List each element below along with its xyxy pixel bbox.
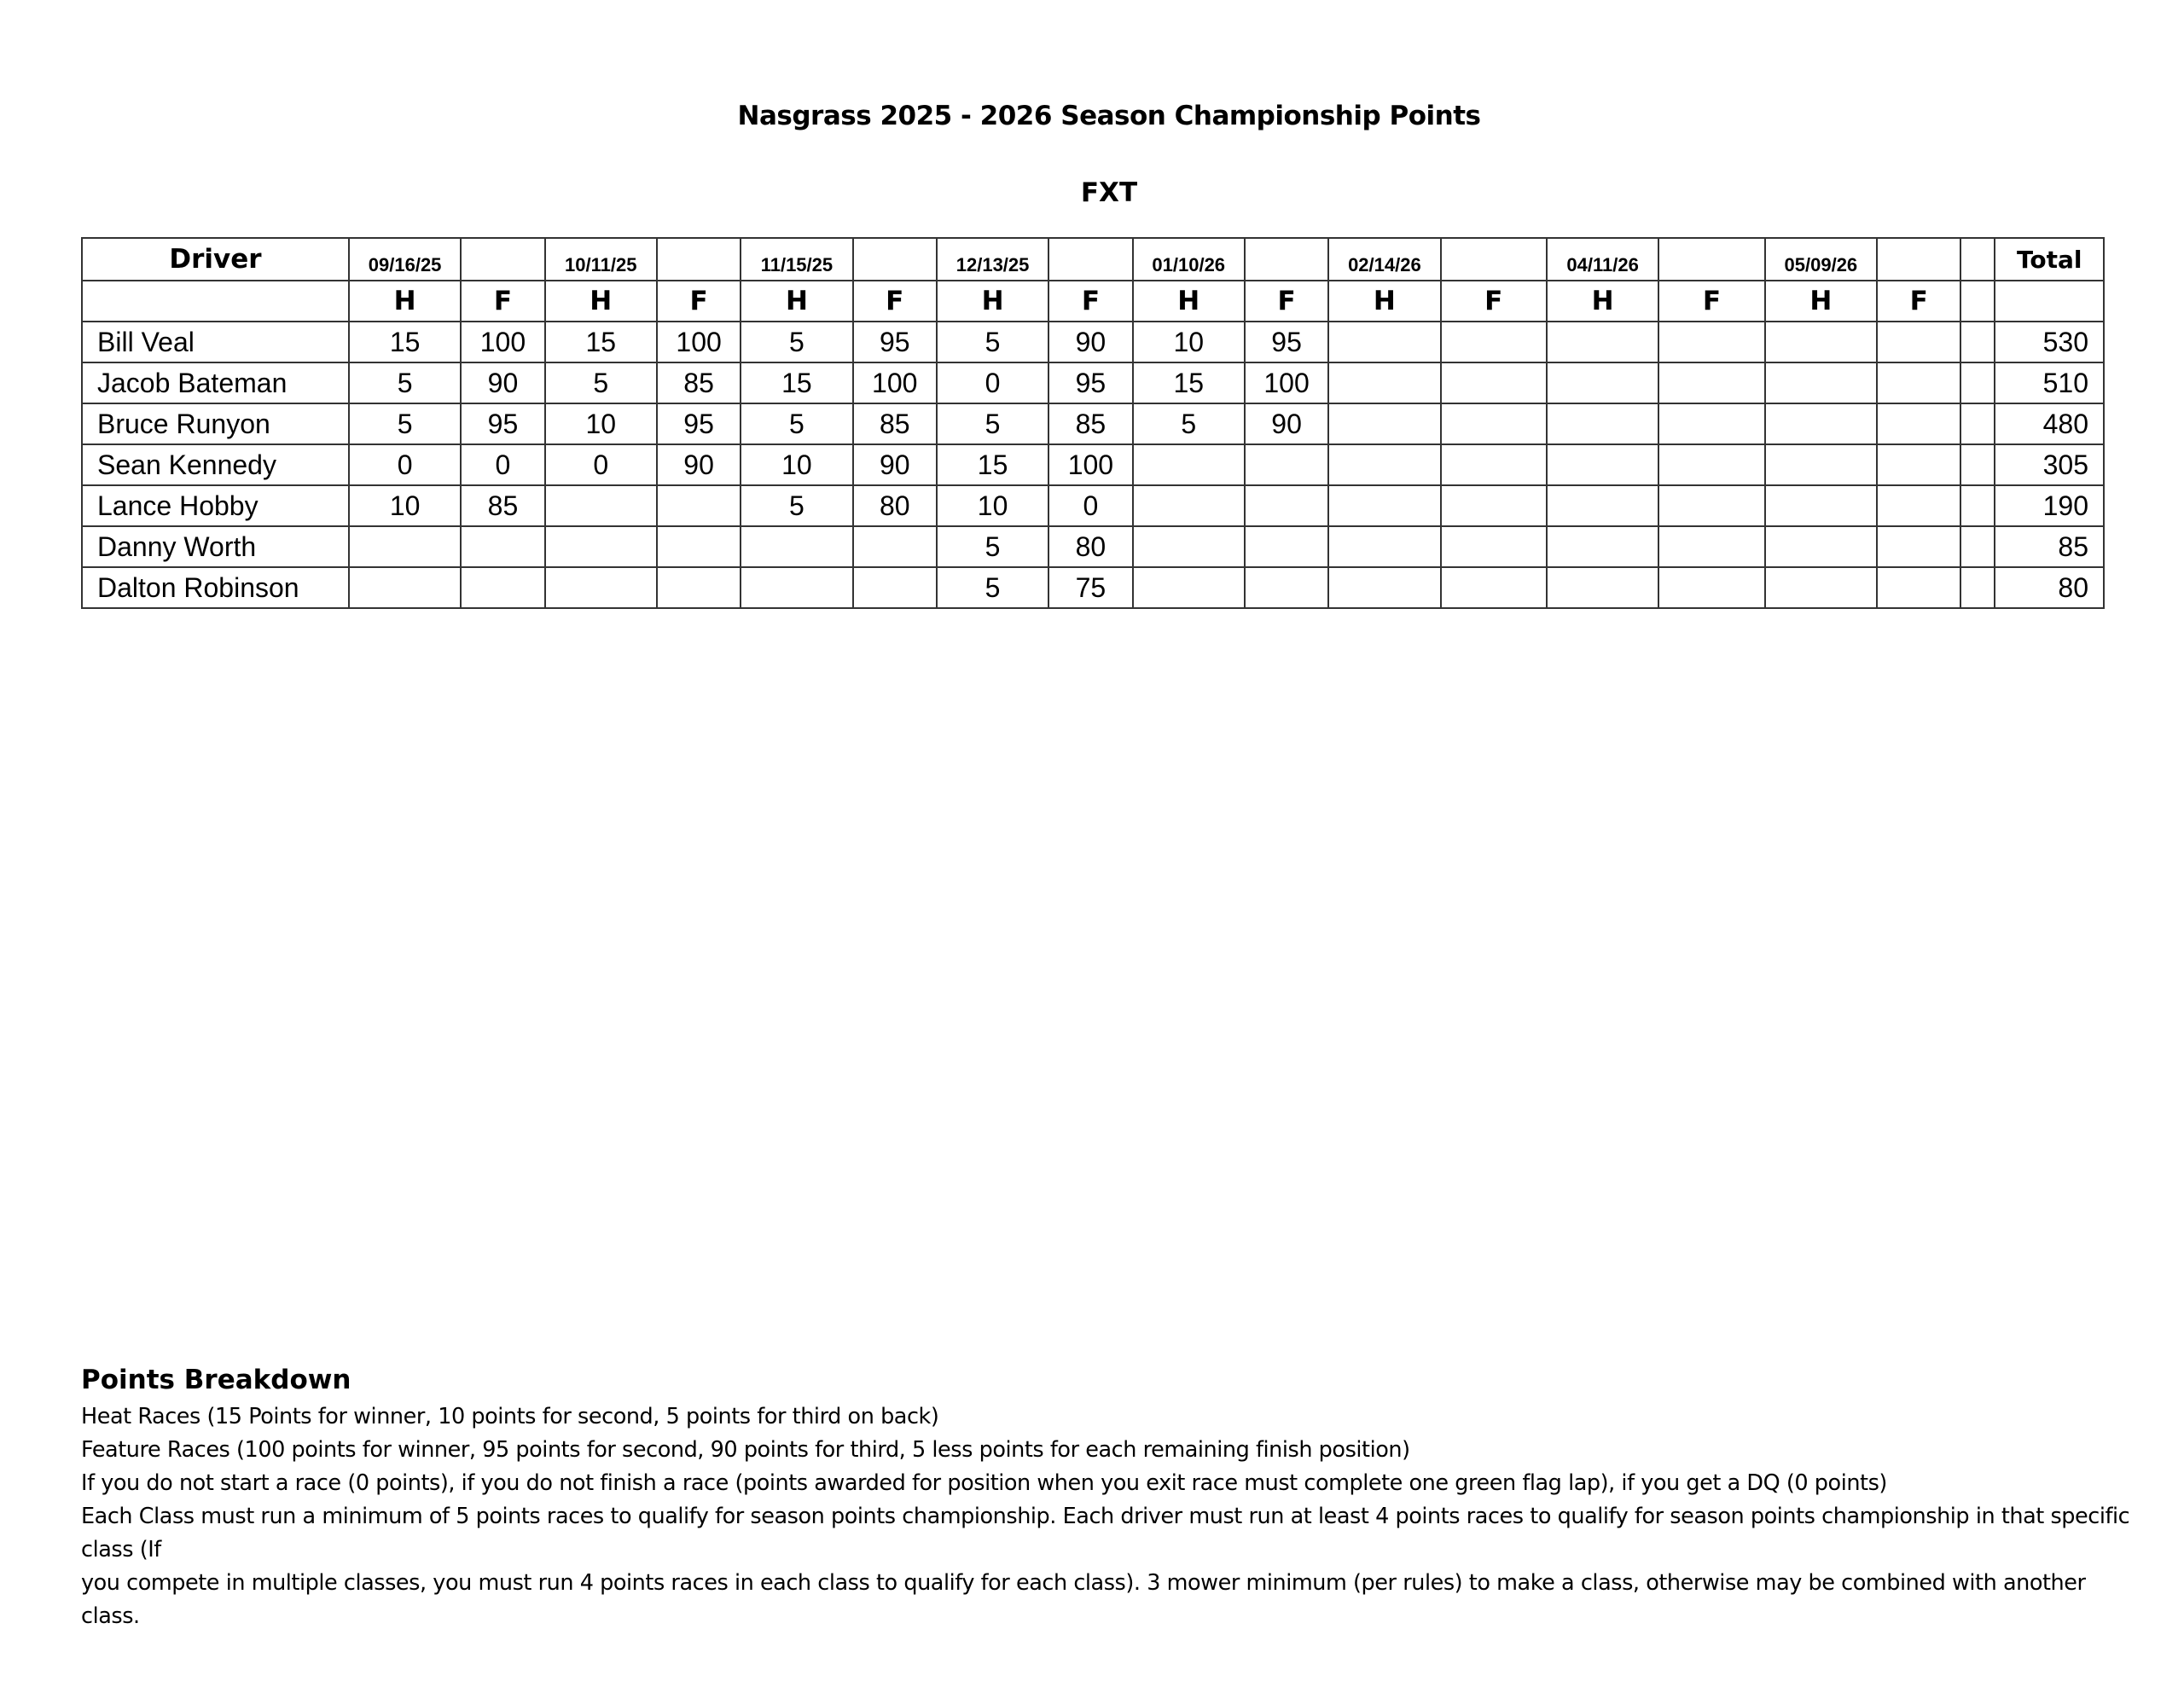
heat-points	[1133, 526, 1245, 567]
heat-points	[1765, 444, 1877, 485]
heat-feature-row	[82, 281, 2104, 322]
points-table	[81, 237, 2105, 609]
heat-points	[1765, 485, 1877, 526]
date-header-row	[82, 238, 2104, 281]
feature-points: 95	[461, 403, 544, 444]
feature-points	[461, 567, 544, 608]
feature-points: 90	[1245, 403, 1328, 444]
heat-points	[1328, 567, 1440, 608]
breakdown-line: Feature Races (100 points for winner, 95 points for second, 90 points for third, 5 less points for each remaining finish position)	[81, 1437, 1410, 1463]
heat-points	[349, 526, 461, 567]
race-date: 10/11/25	[545, 238, 657, 281]
heat-points: 5	[349, 362, 461, 403]
spacer-cell	[1960, 238, 1995, 281]
page-title: Nasgrass 2025 - 2026 Season Championship Points	[737, 101, 1481, 131]
feature-points	[1658, 526, 1764, 567]
total-header: Total	[1995, 238, 2104, 281]
spacer-cell	[1960, 444, 1995, 485]
heat-label: H	[741, 281, 852, 322]
feature-points	[1245, 485, 1328, 526]
driver-name: Jacob Bateman	[82, 362, 349, 403]
race-date: 02/14/26	[1328, 238, 1440, 281]
heat-label: H	[1133, 281, 1245, 322]
feature-label: F	[853, 281, 937, 322]
heat-points	[1547, 567, 1658, 608]
heat-points: 10	[741, 444, 852, 485]
table-row	[82, 362, 2104, 403]
feature-points: 100	[1048, 444, 1132, 485]
heat-points	[1328, 322, 1440, 362]
feature-points: 90	[853, 444, 937, 485]
heat-points: 0	[349, 444, 461, 485]
heat-points	[1547, 526, 1658, 567]
heat-points: 15	[937, 444, 1048, 485]
race-date: 04/11/26	[1547, 238, 1658, 281]
feature-points	[1658, 567, 1764, 608]
heat-points	[741, 526, 852, 567]
race-date: 05/09/26	[1765, 238, 1877, 281]
feature-points	[1658, 485, 1764, 526]
heat-points	[741, 567, 852, 608]
date-spacer	[657, 238, 741, 281]
race-date: 12/13/25	[937, 238, 1048, 281]
feature-points: 95	[1245, 322, 1328, 362]
feature-points	[1441, 526, 1547, 567]
heat-points: 5	[741, 322, 852, 362]
heat-points	[1328, 485, 1440, 526]
feature-points	[1658, 403, 1764, 444]
feature-points: 85	[1048, 403, 1132, 444]
date-spacer	[1245, 238, 1328, 281]
driver-header: Driver	[82, 238, 349, 281]
feature-points	[1658, 444, 1764, 485]
total-points: 530	[1995, 322, 2104, 362]
heat-points	[1765, 322, 1877, 362]
heat-points: 0	[937, 362, 1048, 403]
heat-points: 15	[1133, 362, 1245, 403]
feature-points: 80	[1048, 526, 1132, 567]
feature-points	[853, 567, 937, 608]
heat-label: H	[1765, 281, 1877, 322]
feature-points	[1441, 567, 1547, 608]
class-subtitle: FXT	[1080, 177, 1138, 208]
heat-points: 10	[937, 485, 1048, 526]
points-breakdown	[81, 1365, 2146, 1633]
feature-points: 90	[461, 362, 544, 403]
feature-points	[1441, 362, 1547, 403]
date-spacer	[1048, 238, 1132, 281]
breakdown-lines	[81, 1400, 2146, 1633]
heat-points	[1765, 526, 1877, 567]
feature-points: 100	[853, 362, 937, 403]
feature-label: F	[1441, 281, 1547, 322]
feature-points	[1441, 444, 1547, 485]
heat-points	[1133, 567, 1245, 608]
heat-points: 10	[545, 403, 657, 444]
heat-points: 5	[937, 567, 1048, 608]
heat-points: 5	[741, 403, 852, 444]
heat-label: H	[1328, 281, 1440, 322]
heat-points	[1547, 322, 1658, 362]
feature-points: 95	[1048, 362, 1132, 403]
heat-points	[1765, 403, 1877, 444]
heat-label: H	[349, 281, 461, 322]
total-points: 510	[1995, 362, 2104, 403]
heat-points	[1547, 485, 1658, 526]
feature-points	[1877, 526, 1960, 567]
breakdown-title: Points Breakdown	[81, 1365, 351, 1395]
table-row	[82, 322, 2104, 362]
table-row	[82, 567, 2104, 608]
spacer-cell	[1960, 567, 1995, 608]
breakdown-line: you compete in multiple classes, you must run 4 points races in each class to qualify for each class). 3 mower minimum (per rules) to make a class, otherwise may be combined with another class.	[81, 1570, 2086, 1629]
feature-label: F	[461, 281, 544, 322]
heat-points: 5	[937, 322, 1048, 362]
feature-points	[1245, 444, 1328, 485]
race-date: 01/10/26	[1133, 238, 1245, 281]
driver-name: Danny Worth	[82, 526, 349, 567]
date-spacer	[853, 238, 937, 281]
feature-points	[1658, 362, 1764, 403]
total-points: 305	[1995, 444, 2104, 485]
feature-label: F	[1048, 281, 1132, 322]
date-spacer	[461, 238, 544, 281]
heat-points	[545, 485, 657, 526]
driver-name: Dalton Robinson	[82, 567, 349, 608]
heat-points	[1328, 362, 1440, 403]
feature-points: 95	[853, 322, 937, 362]
feature-points: 100	[461, 322, 544, 362]
table-row	[82, 403, 2104, 444]
total-points: 480	[1995, 403, 2104, 444]
feature-points	[1658, 322, 1764, 362]
total-points: 85	[1995, 526, 2104, 567]
heat-points: 15	[741, 362, 852, 403]
feature-points	[1877, 567, 1960, 608]
heat-points: 10	[349, 485, 461, 526]
feature-points	[657, 485, 741, 526]
heat-points	[1133, 485, 1245, 526]
feature-label: F	[1658, 281, 1764, 322]
heat-points	[1328, 526, 1440, 567]
driver-name: Sean Kennedy	[82, 444, 349, 485]
heat-points: 15	[545, 322, 657, 362]
total-points: 190	[1995, 485, 2104, 526]
feature-points: 80	[853, 485, 937, 526]
heat-points	[1328, 403, 1440, 444]
feature-points: 0	[461, 444, 544, 485]
heat-points: 5	[349, 403, 461, 444]
driver-name: Lance Hobby	[82, 485, 349, 526]
spacer-cell	[1960, 362, 1995, 403]
feature-points	[1441, 322, 1547, 362]
spacer-cell	[1960, 281, 1995, 322]
feature-points	[853, 526, 937, 567]
breakdown-line: If you do not start a race (0 points), if you do not finish a race (points awarded for position when you exit race must complete one green flag lap), if you get a DQ (0 points)	[81, 1470, 1887, 1496]
date-spacer	[1658, 238, 1764, 281]
feature-points	[1877, 362, 1960, 403]
heat-points	[1547, 362, 1658, 403]
feature-points	[657, 526, 741, 567]
driver-name: Bill Veal	[82, 322, 349, 362]
heat-label: H	[937, 281, 1048, 322]
feature-points	[1877, 322, 1960, 362]
feature-label: F	[1245, 281, 1328, 322]
heat-points	[1547, 444, 1658, 485]
feature-points	[657, 567, 741, 608]
table-row	[82, 526, 2104, 567]
feature-points	[1245, 526, 1328, 567]
breakdown-line: Heat Races (15 Points for winner, 10 points for second, 5 points for third on back)	[81, 1404, 939, 1429]
feature-points: 95	[657, 403, 741, 444]
heat-points	[1765, 362, 1877, 403]
heat-points: 5	[545, 362, 657, 403]
feature-points: 0	[1048, 485, 1132, 526]
heat-points: 0	[545, 444, 657, 485]
feature-points	[1245, 567, 1328, 608]
spacer-cell	[1960, 485, 1995, 526]
heat-points: 5	[741, 485, 852, 526]
table-row	[82, 444, 2104, 485]
blank-cell	[82, 281, 349, 322]
spacer-cell	[1960, 526, 1995, 567]
spacer-cell	[1960, 403, 1995, 444]
feature-label: F	[1877, 281, 1960, 322]
heat-label: H	[545, 281, 657, 322]
feature-points	[1877, 485, 1960, 526]
feature-points: 75	[1048, 567, 1132, 608]
heat-points: 5	[937, 403, 1048, 444]
driver-name: Bruce Runyon	[82, 403, 349, 444]
heat-points: 5	[937, 526, 1048, 567]
heat-label: H	[1547, 281, 1658, 322]
heat-points	[545, 567, 657, 608]
feature-points: 85	[461, 485, 544, 526]
feature-points: 90	[657, 444, 741, 485]
heat-points: 15	[349, 322, 461, 362]
breakdown-line: Each Class must run a minimum of 5 points races to qualify for season points championship. Each driver must run at least 4 points races to qualify for season points championship in that specific class (If	[81, 1504, 2130, 1562]
feature-points: 90	[1048, 322, 1132, 362]
feature-points: 100	[1245, 362, 1328, 403]
heat-points	[545, 526, 657, 567]
feature-points	[1441, 485, 1547, 526]
heat-points: 10	[1133, 322, 1245, 362]
feature-points	[1877, 444, 1960, 485]
blank-cell	[1995, 281, 2104, 322]
feature-label: F	[657, 281, 741, 322]
date-spacer	[1877, 238, 1960, 281]
heat-points	[349, 567, 461, 608]
heat-points	[1133, 444, 1245, 485]
date-spacer	[1441, 238, 1547, 281]
spacer-cell	[1960, 322, 1995, 362]
table-row	[82, 485, 2104, 526]
race-date: 09/16/25	[349, 238, 461, 281]
feature-points	[1441, 403, 1547, 444]
race-date: 11/15/25	[741, 238, 852, 281]
feature-points	[1877, 403, 1960, 444]
heat-points	[1328, 444, 1440, 485]
heat-points	[1547, 403, 1658, 444]
feature-points: 85	[853, 403, 937, 444]
feature-points: 85	[657, 362, 741, 403]
heat-points	[1765, 567, 1877, 608]
feature-points	[461, 526, 544, 567]
feature-points: 100	[657, 322, 741, 362]
total-points: 80	[1995, 567, 2104, 608]
heat-points: 5	[1133, 403, 1245, 444]
